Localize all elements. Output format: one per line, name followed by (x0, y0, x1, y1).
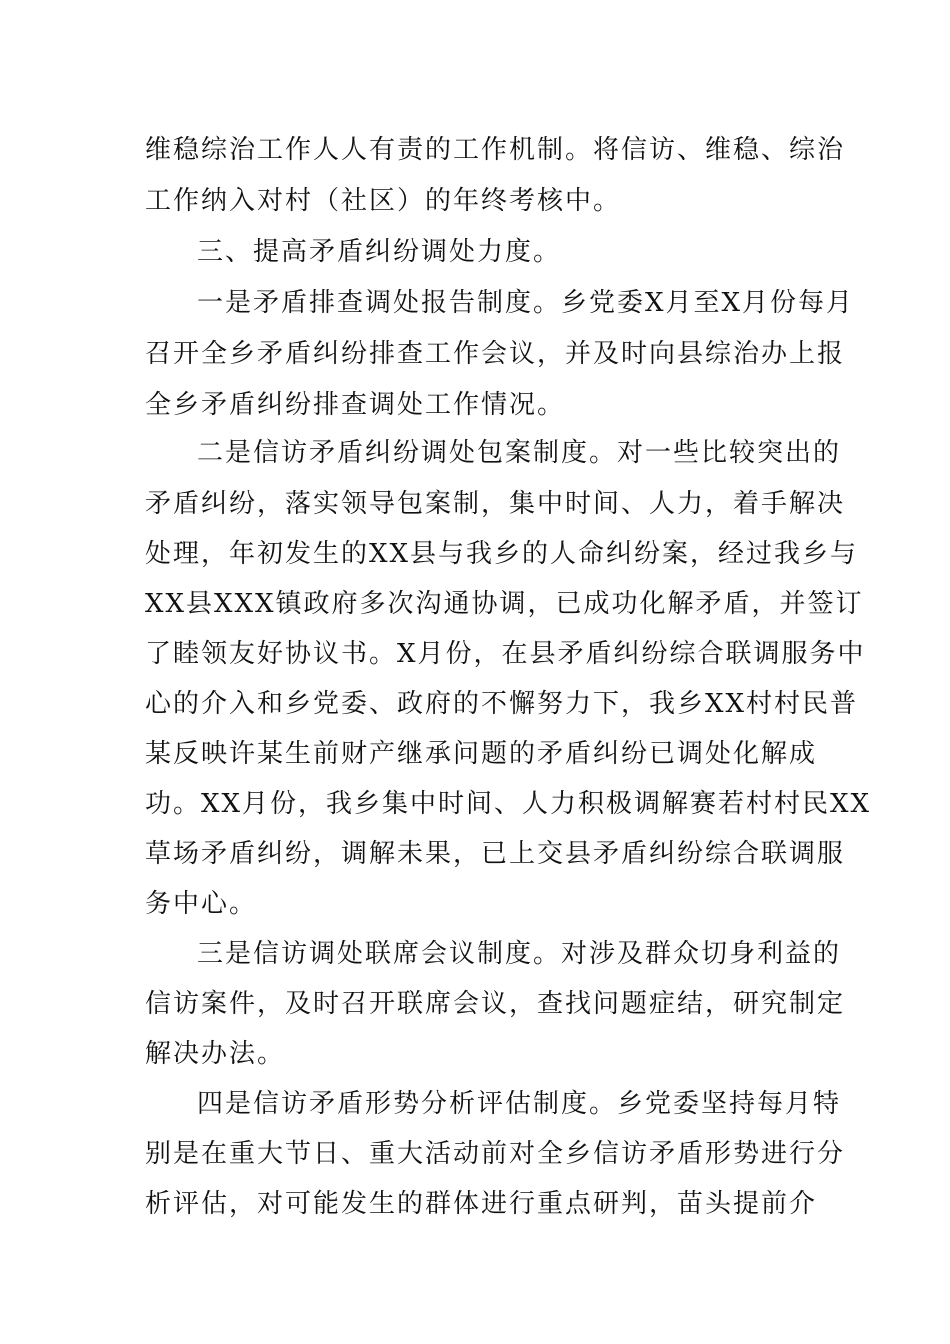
text-line: 心的介入和乡党委、政府的不懈努力下，我乡XX村村民普 (145, 689, 859, 719)
text-line: 维稳综治工作人人有责的工作机制。将信访、维稳、综治 (145, 135, 846, 165)
text-line: 别是在重大节日、重大活动前对全乡信访矛盾形势进行分 (145, 1139, 846, 1169)
text-line: XX县XXX镇政府多次沟通协调，已成功化解矛盾，并签订 (145, 589, 864, 619)
text-line: 某反映许某生前财产继承问题的矛盾纠纷已调处化解成 (145, 739, 818, 769)
text-line: 务中心。 (145, 889, 258, 919)
text-line: 召开全乡矛盾纠纷排查工作会议，并及时向县综治办上报 (145, 339, 846, 369)
text-line: 处理，年初发生的XX县与我乡的人命纠纷案，经过我乡与 (145, 539, 859, 569)
text-line: 草场矛盾纠纷，调解未果，已上交县矛盾纠纷综合联调服 (145, 839, 846, 869)
text-line: 工作纳入对村（社区）的年终考核中。 (145, 186, 622, 216)
text-line: 三是信访调处联席会议制度。对涉及群众切身利益的 (197, 939, 842, 969)
text-line: 矛盾纠纷，落实领导包案制，集中时间、人力，着手解决 (145, 489, 846, 519)
text-line: 四是信访矛盾形势分析评估制度。乡党委坚持每月特 (197, 1089, 842, 1119)
section-heading: 三、提高矛盾纠纷调处力度。 (197, 237, 562, 267)
text-line: 解决办法。 (145, 1039, 286, 1069)
text-line: 全乡矛盾纠纷排查调处工作情况。 (145, 390, 566, 420)
text-line: 了睦领友好协议书。X月份，在县矛盾纠纷综合联调服务中 (145, 639, 866, 669)
text-line: 二是信访矛盾纠纷调处包案制度。对一些比较突出的 (197, 438, 842, 468)
text-line: 析评估，对可能发生的群体进行重点研判，苗头提前介 (145, 1189, 818, 1219)
text-line: 一是矛盾排查调处报告制度。乡党委X月至X月份每月 (197, 288, 855, 318)
text-line: 功。XX月份，我乡集中时间、人力积极调解赛若村村民XX (145, 789, 872, 819)
text-line: 信访案件，及时召开联席会议，查找问题症结，研究制定 (145, 989, 846, 1019)
